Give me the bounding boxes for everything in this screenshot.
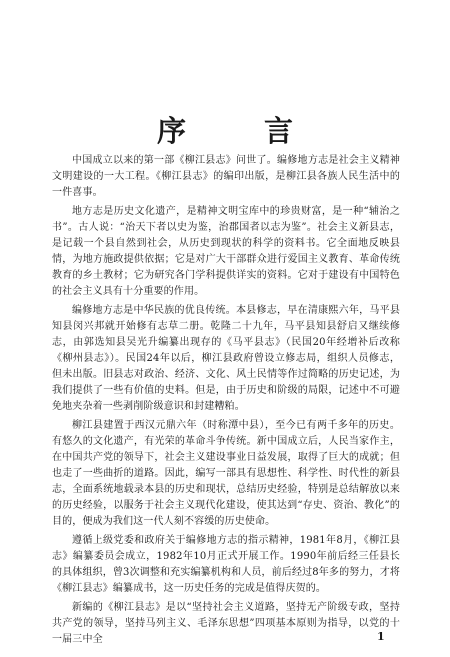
paragraph-4: 柳江县建置于西汉元鼎六年（时称潭中县），至今已有两千多年的历史。有悠久的文化遗产，有光荣的革命斗争传统。新中国成立后，人民当家作主，在中国共产党的领导下，社会主义建设事业日益发展，取得了巨大的成就；但也走了一些曲折的道路。因此，编写一部具有思想性、科学性、时代性的新县志，全面系统地载录本县的历史和现状，总结历史经验，特别是总结解放以来的历史经验，以服务于社会主义现代化建设，使其达到“存史、资治、教化”的目的，便成为我们这一代人刻不容缓的历史使命。 (52, 420, 400, 527)
paragraph-5: 遵循上级党委和政府关于编修地方志的指示精神，1981年8月，《柳江县志》编纂委员会成立，1982年10月正式开展工作。1990年前后经三任县长的具体组织，曾3次调整和充实编纂机构和人员，前后经过8年多的努力，才将《柳江县志》编纂成书，这一历史任务的完成是值得庆贺的。 (52, 535, 400, 594)
paragraph-3: 编修地方志是中华民族的优良传统。本县修志，早在清康熙六年，马平县知县闵兴邦就开始修有志草二册。乾隆二十九年，马平县知县舒启又继续修志，由郭选知县吴光升编纂出现存的《马平县志》（民国20年经增补后改称《柳州县志》）。民国24年以后，柳江县政府曾设立修志局，组织人员修志，但未出版。旧县志对政治、经济、文化、风土民情等作过简略的历史记述，为我们提供了一些有价值的史料。但是，由于历史和阶级的局限，记述中不可避免地夹杂着一些剥削阶级意识和封建糟粕。 (52, 305, 400, 412)
paragraph-6: 新编的《柳江县志》是以“坚持社会主义道路，坚持无产阶级专政，坚持共产党的领导，坚持马列主义、毛泽东思想”四项基本原则为指导，以党的十一届三中全 (52, 602, 400, 645)
page-number: 1 (377, 630, 385, 643)
page-title: 序 言 (156, 114, 328, 148)
paragraph-2: 地方志是历史文化遗产，是精神文明宝库中的珍贵财富，是一种“辅治之书”。古人说：“治天下者以史为鉴，治郡国者以志为鉴”。社会主义新县志，是记载一个县自然到社会，从历史到现状的科学的资料书。它全面地反映县情，为地方施政提供依据；它是对广大干部群众进行爱国主义教育、革命传统教育的乡土教材；它为研究各门学科提供详实的资料。它对于建设有中国特色的社会主义具有十分重要的作用。 (52, 206, 400, 297)
paragraph-1: 中国成立以来的第一部《柳江县志》问世了。编修地方志是社会主义精神文明建设的一大工程。《柳江县志》的编印出版，是柳江县各族人民生活中的一件喜事。 (52, 155, 400, 198)
preface-body (52, 153, 400, 651)
